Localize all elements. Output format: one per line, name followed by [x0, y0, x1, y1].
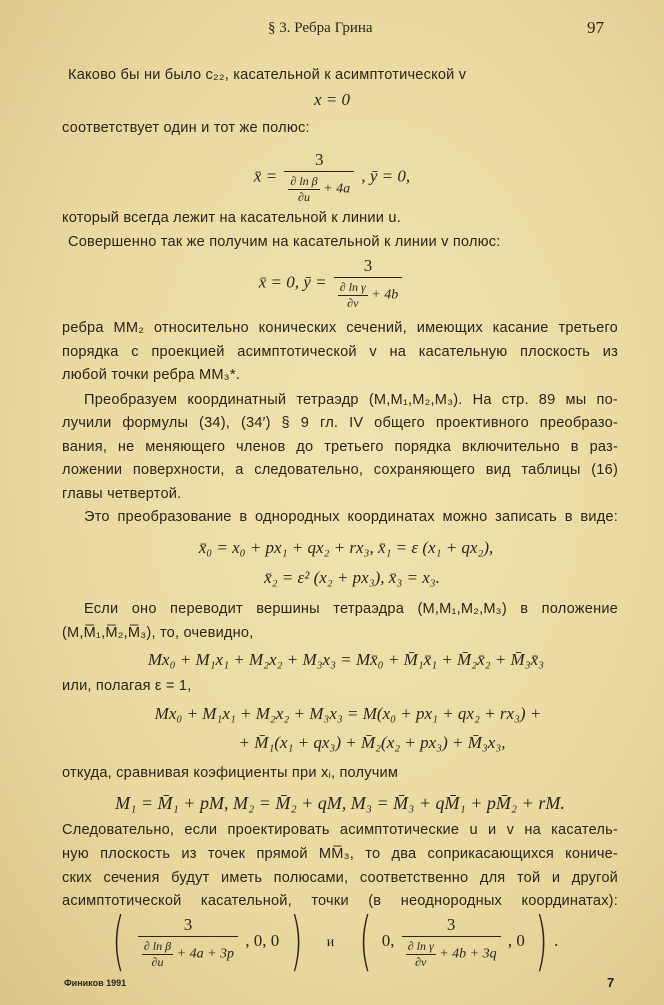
equation-transform-1: x̄₀ = x₀ + px₁ + qx₂ + rx₃, x̄₁ = ε (x₁ + qx₂),: [198, 538, 494, 557]
equation-poles-points: [0, 905, 664, 979]
text-line: Совершенно так же получим на касательной к линии v полюс:: [68, 234, 501, 250]
text-line: ских сечения будут иметь полюсами, соответственно для той и другой: [62, 870, 618, 886]
equation-epsilon-1a: Mx₀ + M₁x₁ + M₂x₂ + M₃x₃ = M(x₀ + px₁ + qx₂ + rx₃) +: [154, 704, 542, 723]
period: .: [554, 930, 559, 950]
eq-lhs: x̄ = 0, ȳ =: [258, 272, 327, 292]
text-line: главы четвертой.: [62, 486, 182, 502]
conjunction: и: [326, 934, 335, 950]
left-paren: (: [111, 905, 125, 979]
text-line: лучили формулы (34), (34′) § 9 гл. IV общего проективного преобразо-: [62, 415, 618, 431]
right-paren: ): [535, 905, 548, 979]
fraction: [284, 150, 354, 205]
eq-lhs: x̄ =: [253, 166, 278, 186]
partial-den: ∂v: [347, 296, 359, 310]
text-line: ную плоскость из точек прямой MM̅₃, то два соприкасающихся кониче-: [62, 846, 618, 862]
text-line: вания, не меняющего членов до третьего порядка включительно в раз-: [62, 439, 618, 455]
text-line: Преобразуем координатный тетраэдр (M,M₁,M₂,M₃). На стр. 89 мы по-: [84, 392, 618, 408]
numerator: 3: [363, 256, 373, 275]
partial-num: ∂ ln β: [290, 174, 318, 188]
numerator: 3: [446, 914, 456, 934]
text-line: Это преобразование в однородных координатах можно записать в виде:: [84, 509, 618, 525]
denominator: [402, 936, 501, 970]
partial-den: ∂v: [415, 954, 427, 969]
footer-signature: Фиников 1991: [64, 978, 127, 988]
partial-den: ∂u: [298, 190, 310, 204]
partial-den: ∂u: [151, 954, 164, 969]
text-line: Следовательно, если проектировать асимптотические u и v на касатель-: [62, 822, 618, 838]
text-line: асимптотической касательной, точки (в неоднородных координатах):: [62, 893, 618, 909]
text-line: соответствует один и тот же полюс:: [62, 120, 310, 136]
denominator-rest: + 4a + 3p: [176, 946, 235, 962]
partial-num: ∂ ln γ: [407, 938, 434, 953]
equation-transform-2: x̄₂ = ε² (x₂ + px₃), x̄₃ = x₃.: [264, 568, 440, 587]
equation-pole-v: [0, 256, 664, 311]
text-line: Каково бы ни было c₂₂, касательной к асимптотической v: [68, 67, 467, 83]
numerator: 3: [183, 914, 193, 934]
eq-rest: , ȳ = 0,: [361, 166, 411, 186]
text-line: ребра MM₂ относительно конических сечений, имеющих касание третьего: [62, 320, 618, 336]
denominator: [138, 936, 238, 970]
equation-coefficients: M₁ = M̄₁ + pM, M₂ = M̄₂ + qM, M₃ = M̄₃ + qM̄₁ + pM̄₂ + rM.: [115, 793, 565, 813]
right-paren: ): [289, 905, 303, 979]
point-head: 0,: [381, 930, 395, 950]
fraction: [402, 915, 501, 970]
point-tail: , 0: [507, 930, 525, 950]
fraction: [334, 256, 402, 311]
numerator: 3: [314, 150, 324, 169]
partial-num: ∂ ln γ: [339, 280, 366, 294]
fraction: [138, 915, 238, 970]
text-line: или, полагая ε = 1,: [62, 678, 192, 694]
text-line: ложении поверхности, а следовательно, сохраняющего вид таблицы (16): [62, 462, 618, 478]
running-header: § 3. Ребра Грина: [268, 20, 373, 36]
equation-pole-u: [0, 150, 664, 205]
text-line: любой точки ребра MM₃*.: [62, 367, 240, 383]
sheet-number: 7: [607, 975, 615, 990]
equation-epsilon-1b: + M̄₁(x₁ + qx₃) + M̄₂(x₂ + px₃) + M̄₃x₃,: [238, 733, 506, 752]
denominator-rest: + 4a: [323, 181, 351, 197]
equation-vertices: Mx₀ + M₁x₁ + M₂x₂ + M₃x₃ = Mx̄₀ + M̄₁x̄₁ + M̄₂x̄₂ + M̄₃x̄₃: [147, 650, 545, 669]
text-line: порядка с проекцией асимптотической v на касательную плоскость из: [62, 344, 618, 360]
denominator: [284, 171, 354, 205]
denominator-rest: + 4b + 3q: [439, 946, 497, 962]
left-paren: (: [358, 905, 372, 979]
text-line: Если оно переводит вершины тетраэдра (M,M₁,M₂,M₃) в положение: [84, 601, 618, 617]
page-number: 97: [587, 18, 604, 37]
text-line: откуда, сравнивая коэфициенты при xᵢ, получим: [62, 765, 399, 781]
text-line: который всегда лежит на касательной к линии u.: [62, 210, 401, 226]
text-line: (M,M̅₁,M̅₂,M̅₃), то, очевидно,: [62, 625, 254, 641]
equation-x-zero: x = 0: [313, 90, 351, 109]
denominator-rest: + 4b: [371, 287, 399, 303]
point-tail: , 0, 0: [245, 930, 280, 950]
partial-num: ∂ ln β: [143, 938, 172, 953]
denominator: [334, 277, 402, 311]
